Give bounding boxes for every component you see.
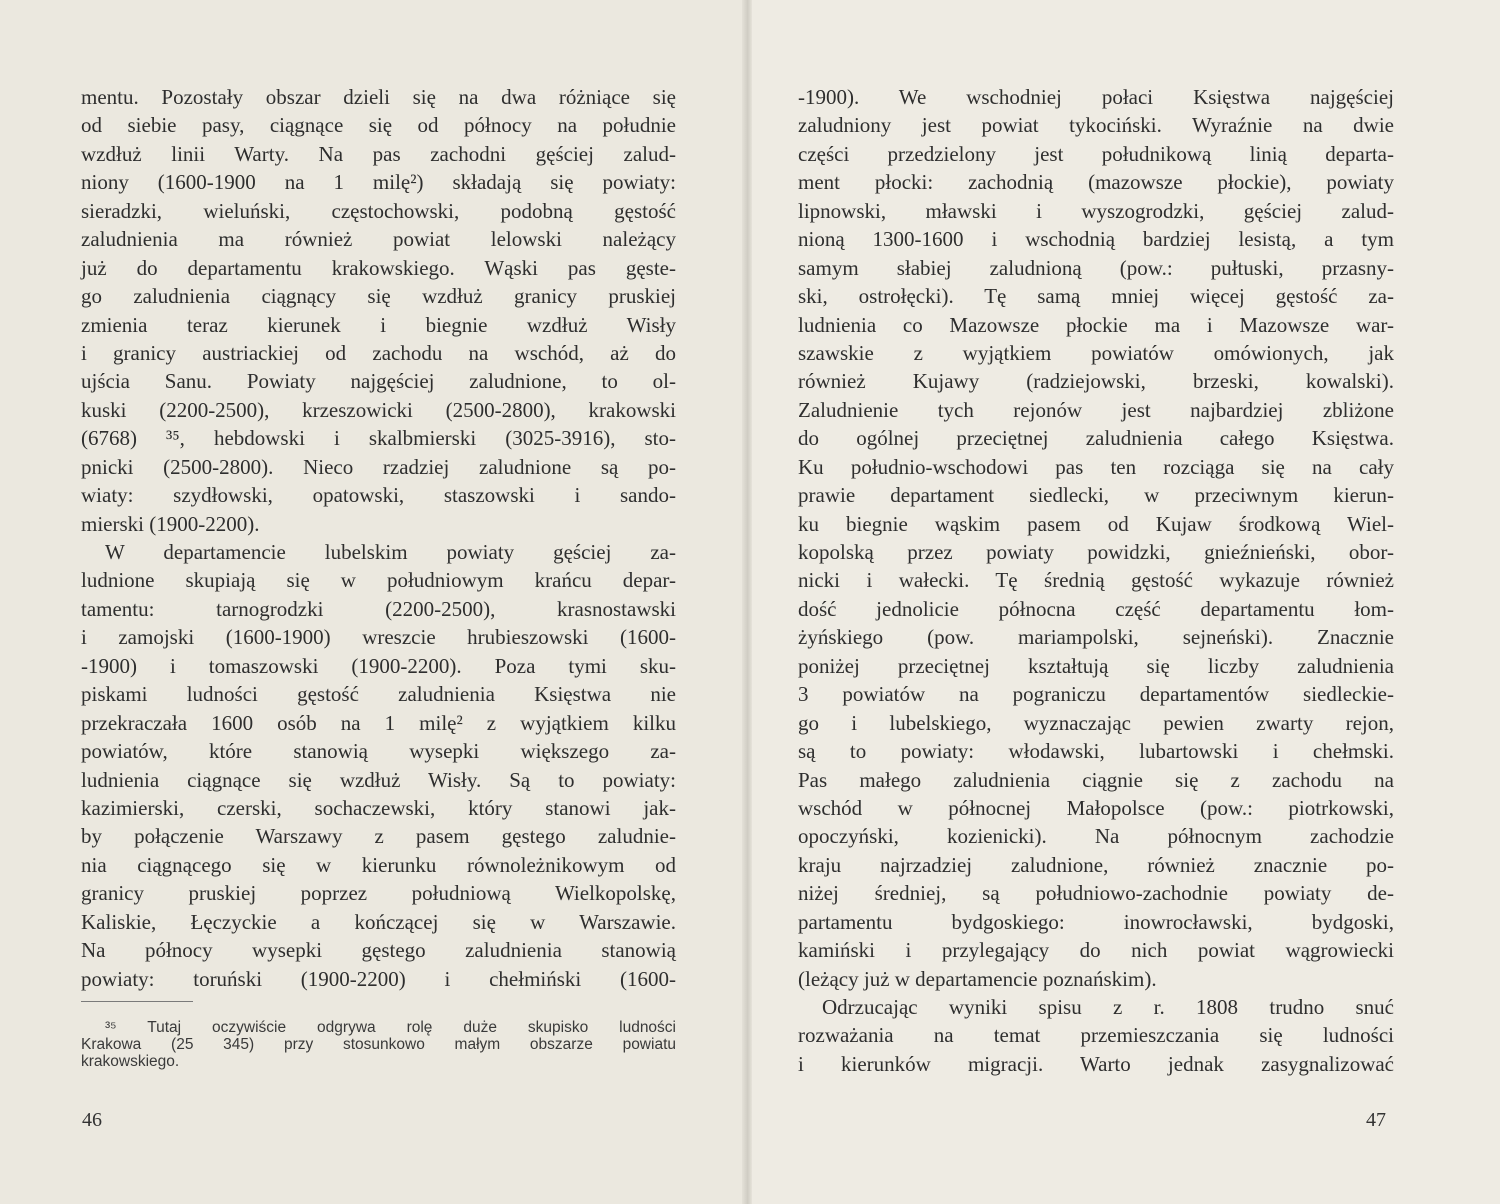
footnote-line: ³⁵ Tutaj oczywiście odgrywa rolę duże skupisko ludności — [105, 1019, 676, 1036]
text-line: Zaludnienie tych rejonów jest najbardziej zbliżone — [798, 397, 1394, 422]
text-line: prawie departament siedlecki, w przeciwnym kierun- — [798, 483, 1394, 508]
text-line: Pas małego zaludnienia ciągnie się z zachodu na — [798, 767, 1394, 792]
text-line: zaludnienia ma również powiat lelowski należący — [81, 227, 676, 252]
text-line: -1900) i tomaszowski (1900-2200). Poza tymi sku- — [81, 653, 676, 678]
text-line: nioną 1300-1600 i wschodnią bardziej lesistą, a tym — [798, 227, 1394, 252]
text-line: go i lubelskiego, wyznaczając pewien zwarty rejon, — [798, 710, 1394, 735]
text-line: i kierunków migracji. Warto jednak zasygnalizować — [798, 1051, 1394, 1076]
text-line: wiaty: szydłowski, opatowski, staszowski i sando- — [81, 483, 676, 508]
page-number: 46 — [82, 1109, 102, 1131]
text-line: poniżej przeciętnej kształtują się liczby zaludnienia — [798, 653, 1394, 678]
book-gutter — [742, 0, 752, 1204]
text-line: Na północy wysepki gęstego zaludnienia stanowią — [81, 938, 676, 963]
text-line: tamentu: tarnogrodzki (2200-2500), krasnostawski — [81, 596, 676, 621]
text-line: już do departamentu krakowskiego. Wąski pas gęste- — [81, 255, 676, 280]
text-line: żyńskiego (pow. mariampolski, sejneński). Znacznie — [798, 625, 1394, 650]
text-line: ludnienia co Mazowsze płockie ma i Mazowsze war- — [798, 312, 1394, 337]
text-line: 3 powiatów na pograniczu departamentów siedleckie- — [798, 682, 1394, 707]
footnote-line: Krakowa (25 345) przy stosunkowo małym obszarze powiatu — [81, 1036, 676, 1053]
text-line: zaludniony jest powiat tykociński. Wyraźnie na dwie — [798, 113, 1394, 138]
text-line: granicy pruskiej poprzez południową Wielkopolskę, — [81, 881, 676, 906]
text-line: są to powiaty: włodawski, lubartowski i chełmski. — [798, 739, 1394, 764]
text-line: szawskie z wyjątkiem powiatów omówionych, jak — [798, 340, 1394, 365]
text-line: i zamojski (1600-1900) wreszcie hrubieszowski (1600- — [81, 625, 676, 650]
paragraph-first-line: W departamencie lubelskim powiaty gęściej za- — [105, 540, 676, 564]
text-line: powiaty: toruński (1900-2200) i chełmiński (1600- — [81, 966, 676, 991]
text-line: mentu. Pozostały obszar dzieli się na dwa różniące się — [81, 85, 676, 109]
right-page-body — [798, 83, 1394, 1078]
text-line: ujścia Sanu. Powiaty najgęściej zaludnione, to ol- — [81, 369, 676, 394]
text-line: samym słabiej zaludnioną (pow.: pułtuski, przasny- — [798, 255, 1394, 280]
text-line: go zaludnienia ciągnący się wzdłuż granicy pruskiej — [81, 284, 676, 309]
footnote — [81, 1019, 676, 1070]
text-line: ski, ostrołęcki). Tę samą mniej więcej gęstość za- — [798, 284, 1394, 309]
text-line: zmienia teraz kierunek i biegnie wzdłuż Wisły — [81, 312, 676, 337]
page-number: 47 — [1366, 1109, 1386, 1131]
text-line: kraju najrzadziej zaludnione, również znacznie po- — [798, 852, 1394, 877]
text-line: dość jednolicie północna część departamentu łom- — [798, 596, 1394, 621]
left-page-body — [81, 83, 676, 993]
text-line: sieradzki, wieluński, częstochowski, podobną gęstość — [81, 198, 676, 223]
text-line: wzdłuż linii Warty. Na pas zachodni gęściej zalud- — [81, 141, 676, 166]
text-line: (leżący już w departamencie poznańskim). — [798, 966, 1157, 991]
text-line: partamentu bydgoskiego: inowrocławski, bydgoski, — [798, 909, 1394, 934]
text-line: kuski (2200-2500), krzeszowicki (2500-2800), krakowski — [81, 397, 676, 422]
text-line: przekraczała 1600 osób na 1 milę² z wyjątkiem kilku — [81, 710, 676, 735]
text-line: -1900). We wschodniej połaci Księstwa najgęściej — [798, 85, 1394, 109]
text-line: mierski (1900-2200). — [81, 511, 260, 536]
text-line: ludnienia ciągnące się wzdłuż Wisły. Są to powiaty: — [81, 767, 676, 792]
text-line: również Kujawy (radziejowski, brzeski, kowalski). — [798, 369, 1394, 394]
text-line: pnicki (2500-2800). Nieco rzadziej zaludnione są po- — [81, 454, 676, 479]
footnote-line: krakowskiego. — [81, 1053, 180, 1070]
text-line: od siebie pasy, ciągnące się od północy na południe — [81, 113, 676, 138]
text-line: piskami ludności gęstość zaludnienia Księstwa nie — [81, 682, 676, 707]
text-line: nicki i wałecki. Tę średnią gęstość wykazuje również — [798, 568, 1394, 593]
text-line: części przedzielony jest południkową linią departa- — [798, 141, 1394, 166]
text-line: niżej średniej, są południowo-zachodnie powiaty de- — [798, 881, 1394, 906]
text-line: niony (1600-1900 na 1 milę²) składają się powiaty: — [81, 170, 676, 195]
text-line: do ogólnej przeciętnej zaludnienia całego Księstwa. — [798, 426, 1394, 451]
text-line: Ku południo-wschodowi pas ten rozciąga się na cały — [798, 454, 1394, 479]
text-line: Kaliskie, Łęczyckie a kończącej się w Warszawie. — [81, 909, 676, 934]
text-line: ludnione skupiają się w południowym krańcu depar- — [81, 568, 676, 593]
text-line: powiatów, które stanowią wysepki większego za- — [81, 739, 676, 764]
text-line: nia ciągnącego się w kierunku równoleżnikowym od — [81, 852, 676, 877]
paragraph-first-line: Odrzucając wyniki spisu z r. 1808 trudno snuć — [822, 995, 1394, 1019]
text-line: rozważania na temat przemieszczania się ludności — [798, 1023, 1394, 1048]
text-line: by połączenie Warszawy z pasem gęstego zaludnie- — [81, 824, 676, 849]
footnote-separator — [81, 1001, 193, 1002]
text-line: ment płocki: zachodnią (mazowsze płockie), powiaty — [798, 170, 1394, 195]
text-line: kazimierski, czerski, sochaczewski, który stanowi jak- — [81, 795, 676, 820]
text-line: kamiński i przylegający do nich powiat wągrowiecki — [798, 938, 1394, 963]
text-line: wschód w północnej Małopolsce (pow.: piotrkowski, — [798, 795, 1394, 820]
text-line: (6768) ³⁵, hebdowski i skalbmierski (3025-3916), sto- — [81, 426, 676, 451]
text-line: kopolską przez powiaty powidzki, gnieźnieński, obor- — [798, 540, 1394, 564]
text-line: i granicy austriackiej od zachodu na wschód, aż do — [81, 340, 676, 365]
text-line: ku biegnie wąskim pasem od Kujaw środkową Wiel- — [798, 511, 1394, 536]
text-line: opoczyński, kozienicki). Na północnym zachodzie — [798, 824, 1394, 849]
text-line: lipnowski, mławski i wyszogrodzki, gęściej zalud- — [798, 198, 1394, 223]
